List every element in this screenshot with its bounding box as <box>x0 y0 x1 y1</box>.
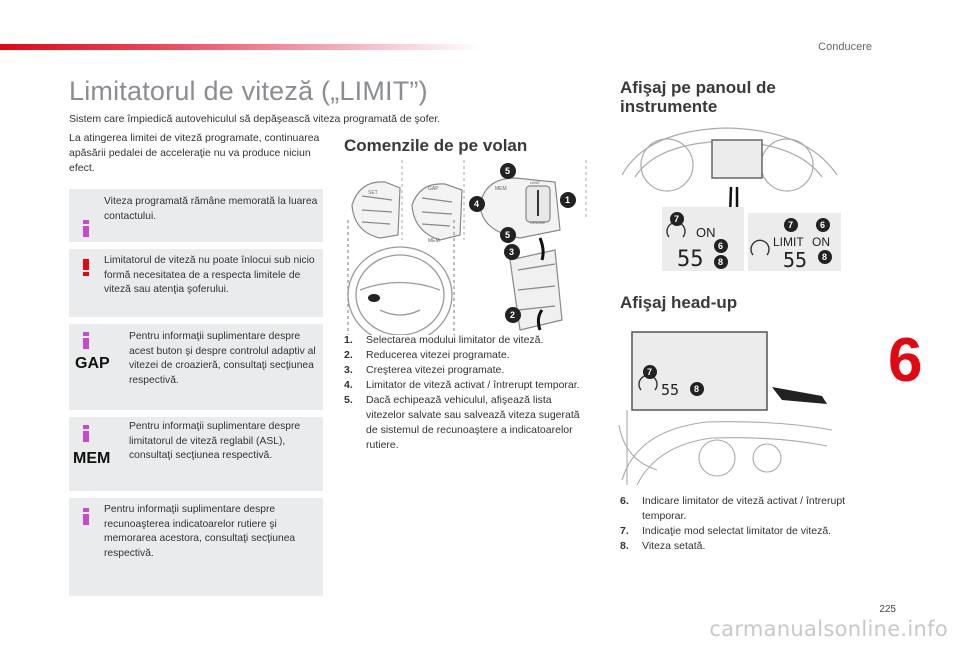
callout-7 <box>784 218 798 232</box>
watermark: carmanualsonline.info <box>709 617 948 641</box>
status-on: ON <box>696 225 716 240</box>
callout-5-bottom <box>500 227 516 243</box>
heading-instrument-panel: Afişaj pe panoul de instrumente <box>620 78 776 116</box>
note-text: Limitatorul de viteză nu poate înlocui sub nicio formă necesitatea de a respecta limitele de viteză sau atenţia şoferului. <box>104 255 315 295</box>
svg-text:8: 8 <box>822 252 828 262</box>
warning-icon <box>83 259 89 275</box>
stalk-sketch-2 <box>412 184 462 240</box>
control-location-marker <box>368 294 380 302</box>
list-item: 6. Indicare limitator de viteză activat / întrerupt temporar. <box>620 495 846 522</box>
steering-controls-illustration <box>340 160 590 335</box>
info-icon <box>83 220 89 236</box>
list-item: 5. Dacă echipează vehiculul, afişează lista vitezelor salvate sau salvează viteza sugerată de sistemul de recunoaştere a indicatoarelor rutiere. <box>344 394 580 451</box>
display-legend-list <box>620 494 865 554</box>
steering-controls-list <box>344 333 584 453</box>
callout-6 <box>816 218 830 232</box>
mem-label-3: MEM <box>495 186 507 192</box>
callout-3 <box>504 244 520 260</box>
list-item: 4. Limitator de viteză activat / întrerupt temporar. <box>344 379 580 391</box>
svg-text:5: 5 <box>505 166 511 176</box>
hud-speed: 55 <box>661 381 680 399</box>
note-gap <box>69 324 323 410</box>
list-item: 2. Reducerea vitezei programate. <box>344 349 510 361</box>
callout-7 <box>670 212 684 226</box>
svg-text:4: 4 <box>474 199 480 209</box>
heading-steering-controls: Comenzile de pe volan <box>344 136 528 155</box>
note-text: Pentru informaţii suplimentare despre recunoaşterea indicatoarelor rutiere şi memorarea acestora, consultaţi secţiunea respectivă. <box>104 504 296 559</box>
svg-text:7: 7 <box>788 220 794 230</box>
info-icon <box>83 332 89 348</box>
note-memorized-speed <box>69 189 323 242</box>
svg-text:1: 1 <box>565 195 571 205</box>
callout-7 <box>643 365 657 379</box>
note-warning <box>69 249 323 317</box>
svg-text:8: 8 <box>718 257 724 267</box>
page-title: Limitatorul de viteză („LIMIT”) <box>69 76 428 106</box>
info-icon <box>83 508 89 524</box>
callout-8 <box>690 382 704 396</box>
set-label: SET <box>368 190 378 196</box>
status-on: ON <box>812 235 830 249</box>
body-paragraph: La atingerea limitei de viteză programate, continuarea apăsării pedalei de acceleraţie nu va produce niciun efect. <box>69 132 320 174</box>
dashboard-sketch <box>619 410 832 485</box>
stalk-sketch-3 <box>480 178 560 238</box>
callout-6 <box>714 239 728 253</box>
head-up-illustration <box>617 330 842 490</box>
callout-1 <box>560 192 576 208</box>
header-accent-bar <box>0 44 480 50</box>
hud-projector <box>772 387 827 404</box>
cruise-label: CRUISE <box>530 220 546 225</box>
note-traffic-signs <box>69 498 323 596</box>
page-number: 225 <box>879 604 896 615</box>
set-speed: 55 <box>677 247 704 272</box>
central-screen <box>712 140 762 178</box>
section-label: Conducere <box>818 41 872 53</box>
list-item: 7. Indicaţie mod selectat limitator de viteză. <box>620 525 832 537</box>
callout-4 <box>469 196 485 212</box>
list-item: 8. Viteza setată. <box>620 540 706 552</box>
svg-text:6: 6 <box>718 241 724 251</box>
note-text: Pentru informaţii suplimentare despre limitatorul de viteză reglabil (ASL), consultaţi secţiunea respectivă. <box>129 421 301 461</box>
callout-5-top <box>500 163 516 179</box>
intro-text: Sistem care împiedică autovehiculul să depăşească viteza programată de şofer. <box>69 113 441 125</box>
limit-label: LIMIT <box>530 180 541 185</box>
note-text: Pentru informaţii suplimentare despre acest buton şi despre controlul adaptiv al vitezei de croazieră, consultaţi secţiunea respectivă. <box>129 331 316 386</box>
info-icon <box>83 425 89 441</box>
svg-text:6: 6 <box>820 220 826 230</box>
callout-8 <box>714 255 728 269</box>
svg-text:5: 5 <box>505 230 511 240</box>
mode-limit: LIMIT <box>773 235 804 249</box>
list-item: 1. Selectarea modului limitator de viteză. <box>344 334 544 346</box>
svg-text:7: 7 <box>674 214 680 224</box>
svg-text:7: 7 <box>647 367 653 377</box>
list-item: 3. Creşterea vitezei programate. <box>344 364 505 376</box>
mem-label-2: MEM <box>428 238 440 244</box>
gap-label: GAP <box>428 186 439 192</box>
callout-2 <box>505 307 521 323</box>
note-mem <box>69 417 323 491</box>
note-text: Viteza programată rămâne memorată la luarea contactului. <box>104 196 318 222</box>
svg-text:2: 2 <box>510 310 516 320</box>
svg-text:3: 3 <box>509 247 515 257</box>
svg-text:8: 8 <box>694 384 700 394</box>
mem-badge: MEM <box>73 450 111 467</box>
gap-badge: GAP <box>75 355 110 372</box>
chapter-number: 6 <box>888 326 923 395</box>
instrument-panel-illustration <box>617 125 842 275</box>
set-speed: 55 <box>783 248 808 272</box>
callout-8 <box>818 250 832 264</box>
heading-head-up: Afişaj head-up <box>620 293 738 312</box>
